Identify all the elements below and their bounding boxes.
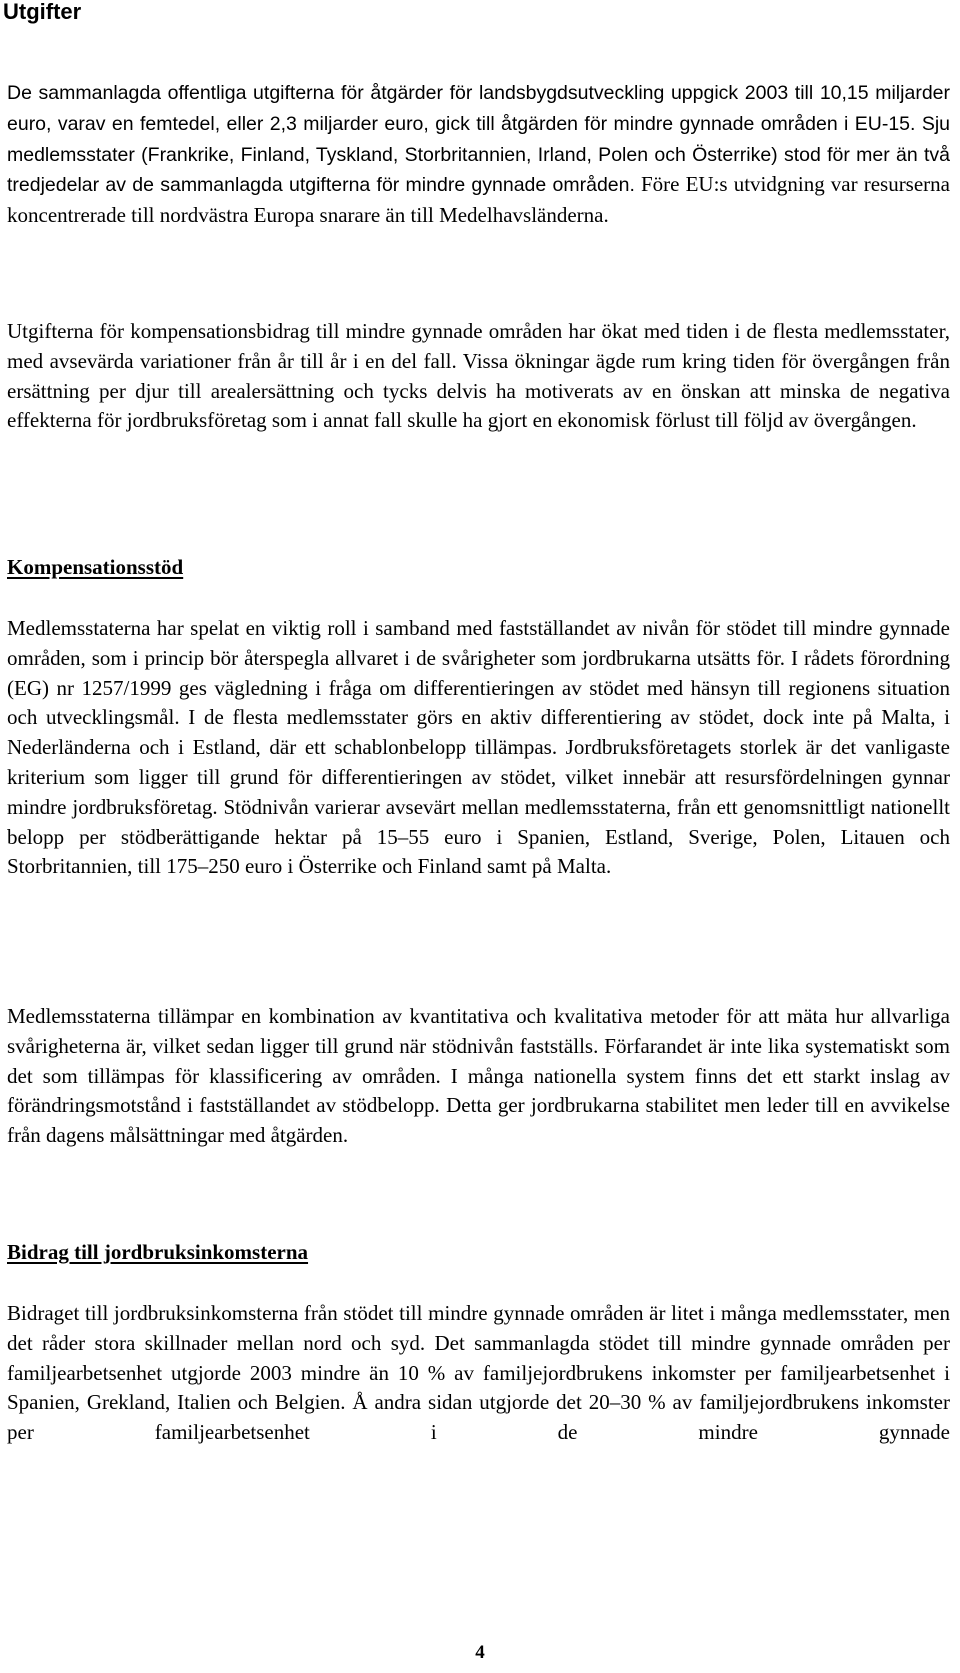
section-heading-utgifter: Utgifter <box>3 0 82 24</box>
section-heading-bidrag-jordbruksinkomsterna: Bidrag till jordbruksinkomsterna <box>7 1240 309 1264</box>
section-heading-kompensationsstod: Kompensationsstöd <box>7 555 184 579</box>
paragraph-expenditure-overview-sans-part: De sammanlagda offentliga utgifterna för åtgärder för landsbygdsutveckling uppgick 2003 till 10,15 miljarder euro, varav en femtedel, eller 2,3 miljarder euro, gick till åtgärden för mindre gynnade områden i EU-15. Sju medlemsstater (Frankrike, Finland, Tyskland, Storbritannien, Irland, Polen och Österrike) stod för mer än två tredjedelar av de sammanlagda utgifterna för mindre gynnade områden. <box>7 82 950 197</box>
paragraph-compensation-methods: Medlemsstaterna tillämpar en kombination av kvantitativa och kvalitativa metoder för att mäta hur allvarliga svårigheterna är, vilket sedan ligger till grund när stödnivån fastställs. Förfarandet är inte lika systematiskt som det som tillämpas för klassificering av områden. I många nationella system finns det ett starkt inslag av förändringsmotstånd i fastställandet av stödbelopp. Detta ger jordbrukarna stabilitet men leder till en avvikelse från dagens målsättningar med åtgärden. <box>7 1004 950 1148</box>
paragraph-expenditure-overview-serif-part: Före EU:s utvidgning var resurserna koncentrerade till nordvästra Europa snarare än till Medelhavsländerna. <box>7 172 950 228</box>
paragraph-compensation-levels: Medlemsstaterna har spelat en viktig roll i samband med fastställandet av nivån för stödet till mindre gynnade områden, som i princip bör återspegla allvaret i de svårigheter som jordbrukarna utsätts för. I rådets förordning (EG) nr 1257/1999 ges vägledning i fråga om differentieringen av stödet med hänsyn till regionens situation och utvecklingsmål. I de flesta medlemsstater görs en aktiv differentiering av stödet, dock inte på Malta, i Nederländerna och i Estland, där ett schablonbelopp tillämpas. Jordbruksföretagets storlek är det vanligaste kriterium som ligger till grund för differentieringen av stödet, vilket innebär att resursfördelningen gynnar mindre jordbruksföretag. Stödnivån varierar avsevärt mellan medlemsstaterna, från ett genomsnittligt nationellt belopp per stödberättigande hektar på 15–55 euro i Spanien, Estland, Sverige, Polen, Litauen och Storbritannien, till 175–250 euro i Österrike och Finland samt på Malta. <box>7 616 950 879</box>
paragraph-expenditure-trends: Utgifterna för kompensationsbidrag till mindre gynnade områden har ökat med tiden i de flesta medlemsstater, med avsevärda variationer från år till år i en del fall. Vissa ökningar ägde rum kring tiden för övergången från ersättning per djur till arealersättning och tycks delvis ha motiverats av en önskan att minska de negativa effekterna för jordbruksföretag som i annat fall skulle ha gjort en ekonomisk förlust till följd av övergången. <box>7 319 950 433</box>
paragraph-expenditure-overview <box>7 78 950 231</box>
paragraph-income-contribution: Bidraget till jordbruksinkomsterna från stödet till mindre gynnade områden är litet i många medlemsstater, men det råder stora skillnader mellan nord och syd. Det sammanlagda stödet till mindre gynnade områden per familjearbetsenhet utgjorde 2003 mindre än 10 % av familjejordbrukens inkomster per familjearbetsenhet i Spanien, Grekland, Italien och Belgien. Å andra sidan utgjorde det 20–30 % av familjejordbrukens inkomster per familjearbetsenhet i de mindre gynnade <box>7 1301 950 1445</box>
page-number: 4 <box>475 1642 485 1663</box>
